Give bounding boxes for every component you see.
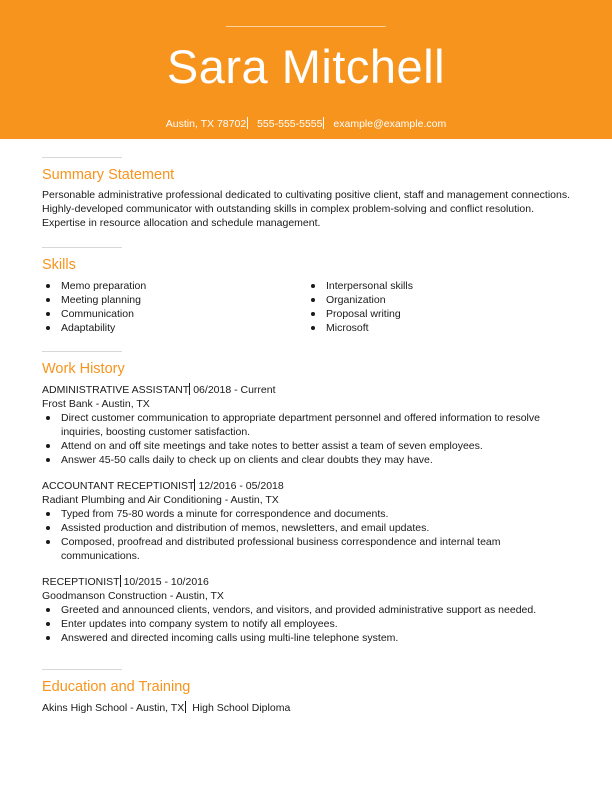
- job-dates: 12/2016 - 05/2018: [198, 480, 284, 492]
- job-company-line: [42, 493, 572, 507]
- job-duty: Answered and directed incoming calls using multi-line telephone system.: [42, 631, 572, 645]
- education-school: Akins High School: [42, 702, 128, 714]
- job-location: - Austin, TX: [224, 494, 279, 506]
- skill-item: Memo preparation: [42, 279, 307, 293]
- job-duties: [42, 603, 572, 645]
- section-divider: [42, 351, 122, 352]
- job-duty: Direct customer communication to appropriate department personnel and offered information to resolve inquiries, boosting customer satisfaction.: [42, 411, 572, 439]
- skill-item: Communication: [42, 307, 307, 321]
- job-location: - Austin, TX: [169, 590, 224, 602]
- job-dates: 06/2018 - Current: [193, 384, 276, 396]
- job-dates: 10/2015 - 10/2016: [123, 576, 209, 588]
- job-position: ACCOUNTANT RECEPTIONIST: [42, 480, 195, 492]
- skill-item: Interpersonal skills: [307, 279, 572, 293]
- job-heading: [42, 575, 572, 589]
- job-duties: [42, 411, 572, 467]
- job-entry: [42, 383, 572, 467]
- skill-item: Proposal writing: [307, 307, 572, 321]
- job-duty: Enter updates into company system to notify all employees.: [42, 617, 572, 631]
- job-duty: Typed from 75-80 words a minute for correspondence and documents.: [42, 507, 572, 521]
- skills-column-left: [42, 279, 307, 335]
- section-divider: [42, 157, 122, 158]
- summary-section: [42, 157, 572, 230]
- work-history-section: [42, 351, 572, 645]
- contact-phone: 555-555-5555: [257, 118, 323, 130]
- job-duty: Greeted and announced clients, vendors, and visitors, and provided administrative support as needed.: [42, 603, 572, 617]
- job-duty: Composed, proofread and distributed professional business correspondence and internal team communications.: [42, 535, 572, 563]
- contact-separator: [323, 117, 324, 129]
- job-heading: [42, 479, 572, 493]
- section-divider: [42, 669, 122, 670]
- contact-separator: [247, 117, 248, 129]
- education-entry: [42, 701, 572, 715]
- candidate-name: Sara Mitchell: [166, 40, 446, 93]
- section-title: Work History: [42, 361, 125, 377]
- skill-item: Adaptability: [42, 321, 307, 335]
- education-section: [42, 669, 572, 715]
- job-entry: [42, 479, 572, 563]
- job-company: Frost Bank: [42, 398, 93, 410]
- job-company-line: [42, 589, 572, 603]
- skills-section: [42, 247, 572, 335]
- contact-location: Austin, TX 78702: [165, 118, 247, 130]
- contact-line: [0, 117, 612, 131]
- skill-item: Organization: [307, 293, 572, 307]
- job-duty: Attend on and off site meetings and take notes to better assist a team of seven employees.: [42, 439, 572, 453]
- job-separator: [120, 575, 121, 587]
- job-company: Goodmanson Construction: [42, 590, 167, 602]
- section-title: Skills: [42, 257, 76, 273]
- job-separator: [189, 383, 190, 395]
- job-duty: Answer 45-50 calls daily to check up on clients and clear doubts they may have.: [42, 453, 572, 467]
- education-separator: [185, 701, 186, 713]
- job-heading: [42, 383, 572, 397]
- job-entry: [42, 575, 572, 645]
- job-company: Radiant Plumbing and Air Conditioning: [42, 494, 222, 506]
- section-title: Education and Training: [42, 679, 191, 695]
- skill-item: Microsoft: [307, 321, 572, 335]
- education-degree: High School Diploma: [192, 702, 291, 714]
- section-divider: [42, 247, 122, 248]
- section-title: Summary Statement: [42, 167, 175, 183]
- summary-text: Personable administrative professional dedicated to cultivating positive client, staff and management connections. Highly-developed communicator with outstanding skills in complex problem-solving and conflict resolution. Expertise in resource allocation and schedule management.: [42, 189, 571, 229]
- job-position: RECEPTIONIST: [42, 576, 120, 588]
- skills-list: [42, 279, 572, 335]
- job-company-line: [42, 397, 572, 411]
- skill-item: Meeting planning: [42, 293, 307, 307]
- job-duty: Assisted production and distribution of memos, newsletters, and email updates.: [42, 521, 572, 535]
- job-duties: [42, 507, 572, 563]
- job-location: - Austin, TX: [95, 398, 150, 410]
- job-separator: [194, 479, 195, 491]
- job-position: ADMINISTRATIVE ASSISTANT: [42, 384, 190, 396]
- contact-email[interactable]: example@example.com: [333, 118, 447, 130]
- resume-header: [0, 0, 612, 139]
- education-location: - Austin, TX: [130, 702, 185, 714]
- header-divider: [226, 26, 386, 27]
- skills-column-right: [307, 279, 572, 335]
